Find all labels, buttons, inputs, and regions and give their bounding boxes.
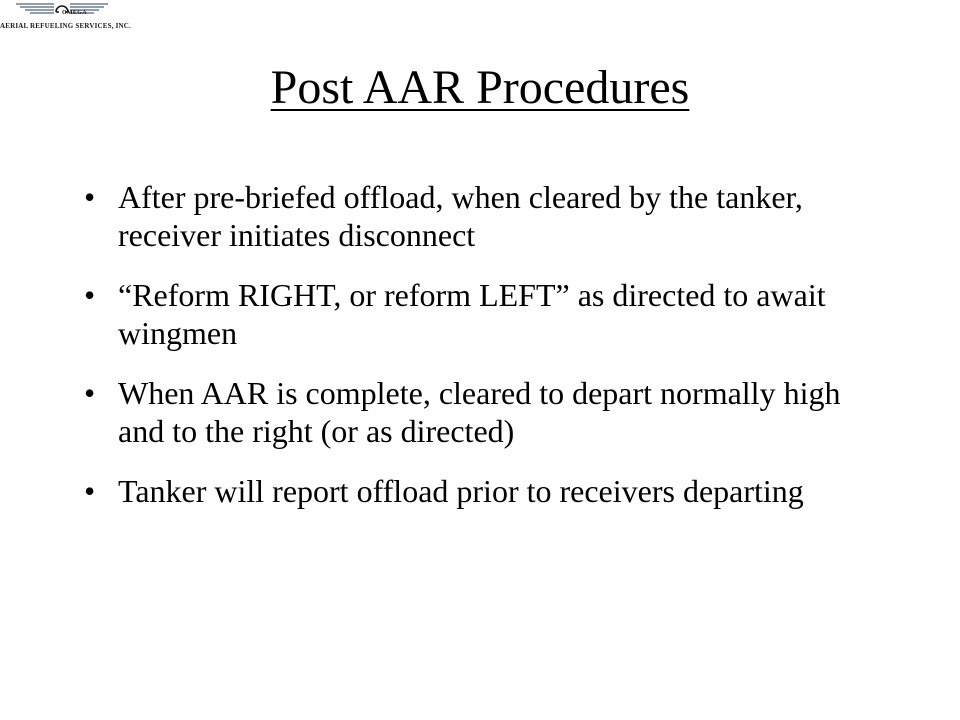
bullet-marker: • — [84, 473, 96, 509]
company-logo — [0, 0, 132, 36]
slide-title: Post AAR Procedures — [270, 61, 690, 114]
bullet-item — [84, 178, 884, 254]
bullet-marker: • — [84, 277, 96, 313]
bullet-text: When AAR is complete, cleared to depart normally high and to the right (or as directed) — [118, 375, 841, 449]
bullet-text: Tanker will report offload prior to receivers departing — [118, 473, 804, 509]
bullet-text: “Reform RIGHT, or reform LEFT” as directed to await wingmen — [118, 277, 826, 351]
bullet-list — [84, 178, 884, 532]
bullet-item — [84, 472, 884, 510]
bullet-marker: • — [84, 179, 96, 215]
bullet-marker: • — [84, 375, 96, 411]
logo-name: OMEGA — [62, 10, 87, 16]
bullet-item — [84, 374, 884, 450]
bullet-item — [84, 276, 884, 352]
logo-subtitle: AERIAL REFUELING SERVICES, INC. — [0, 22, 132, 30]
bullet-text: After pre-briefed offload, when cleared by the tanker, receiver initiates disconnect — [118, 179, 803, 253]
